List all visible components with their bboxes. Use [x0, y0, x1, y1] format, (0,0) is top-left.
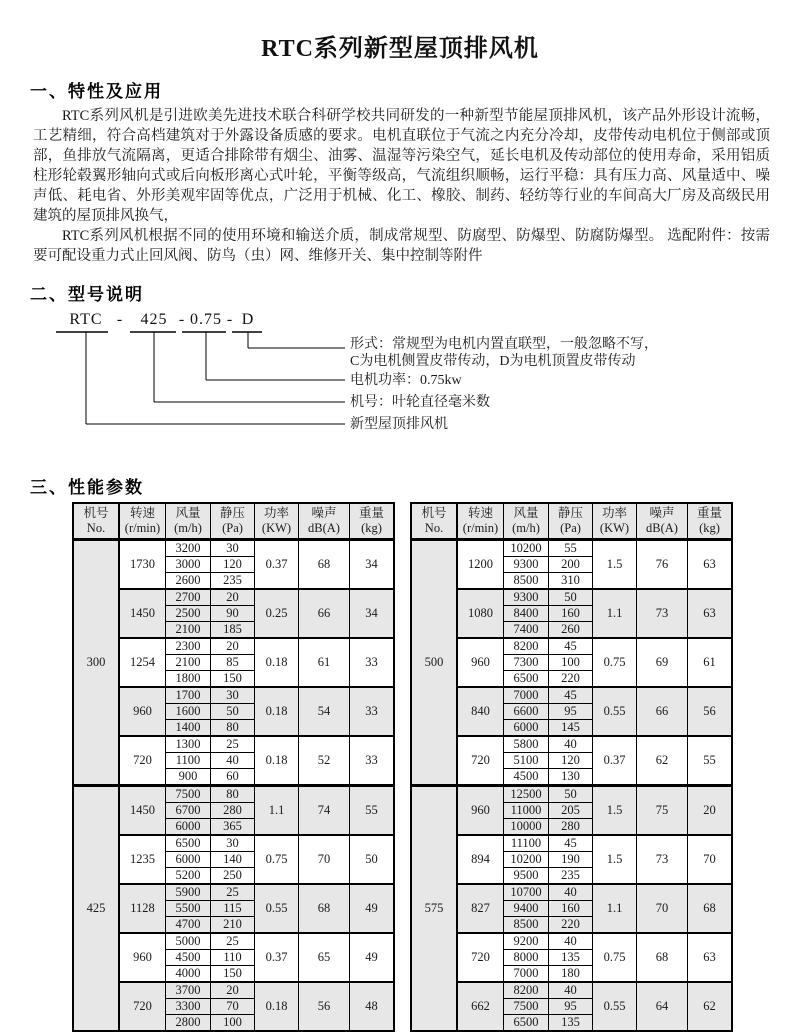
cell-noise: 68	[299, 884, 350, 933]
column-header-line1: 重量	[358, 506, 384, 520]
model-code-series: RTC	[69, 311, 103, 328]
cell-weight: 68	[688, 884, 733, 933]
cell-weight: 56	[688, 687, 733, 736]
cell-pressure: 20	[211, 982, 255, 999]
cell-flow: 8500	[504, 573, 549, 590]
features-paragraph-1: RTC系列风机是引进欧美先进技术联合科研学校共同研发的一种新型节能屋顶排风机，该产品外形设计流畅，工艺精细，符合高档建筑对于外露设备质感的要求。电机直联位于气流之内充分冷却，皮带传动电机位于侧部或顶部，鱼排放气流隔离，更适合排除带有烟尘、油雾、温湿等污染空气，延长电机及传动部位的使用寿命，采用铝质柱形轮毂翼形轴向式或后向板形离心式叶轮，平衡等级高，气流组织顺畅，运行平稳：具有压力高、风量适中、噪声低、耗电省、外形美观牢固等优点，广泛用于机械、化工、橡胶、制药、轻纺等行业的车间高大厂房及高级民用建筑的屋顶排风换气，	[33, 108, 770, 224]
column-header	[299, 503, 350, 540]
cell-noise: 64	[637, 982, 688, 1031]
cell-pressure: 365	[211, 819, 255, 836]
cell-pressure: 70	[211, 999, 255, 1015]
cell-noise: 61	[299, 638, 350, 687]
cell-flow: 4000	[166, 966, 211, 983]
model-code-size: 425	[140, 311, 168, 328]
cell-flow: 1800	[166, 671, 211, 688]
cell-power: 0.55	[593, 687, 637, 736]
table-row	[73, 736, 394, 753]
cell-flow: 9400	[504, 901, 549, 917]
cell-flow: 9200	[504, 933, 549, 950]
cell-pressure: 310	[549, 573, 593, 590]
cell-power: 0.75	[593, 933, 637, 982]
performance-table-left	[72, 502, 395, 1032]
table-row	[411, 687, 732, 704]
cell-flow: 2700	[166, 589, 211, 606]
performance-tables	[72, 502, 800, 1032]
cell-pressure: 150	[211, 966, 255, 983]
cell-noise: 76	[637, 540, 688, 590]
cell-flow: 8200	[504, 638, 549, 655]
cell-pressure: 135	[549, 1015, 593, 1032]
column-header-line2: dB(A)	[646, 521, 678, 535]
column-header-line2: (m/h)	[174, 521, 202, 535]
cell-flow: 2300	[166, 638, 211, 655]
cell-flow: 7500	[504, 999, 549, 1015]
cell-noise: 68	[299, 540, 350, 590]
column-header	[549, 503, 593, 540]
cell-flow: 3000	[166, 557, 211, 573]
table-row	[73, 982, 394, 999]
cell-flow: 5200	[166, 868, 211, 885]
cell-noise: 69	[637, 638, 688, 687]
cell-flow: 8400	[504, 606, 549, 622]
cell-pressure: 100	[211, 1015, 255, 1032]
cell-pressure: 235	[549, 868, 593, 885]
cell-flow: 5800	[504, 736, 549, 753]
cell-speed: 662	[457, 982, 504, 1031]
column-header-line1: 风量	[175, 506, 201, 520]
cell-noise: 70	[299, 835, 350, 884]
cell-flow: 7400	[504, 622, 549, 639]
cell-flow: 1400	[166, 720, 211, 737]
cell-power: 0.75	[593, 638, 637, 687]
cell-power: 0.37	[593, 736, 637, 786]
column-header	[637, 503, 688, 540]
cell-speed: 1080	[457, 589, 504, 638]
cell-flow: 5100	[504, 753, 549, 769]
table-row	[411, 786, 732, 803]
cell-pressure: 280	[211, 803, 255, 819]
column-header-line1: 机号	[83, 506, 109, 520]
cell-pressure: 40	[549, 884, 593, 901]
column-header	[166, 503, 211, 540]
model-label-series: 新型屋顶排风机	[350, 417, 448, 432]
cell-weight: 34	[350, 589, 395, 638]
cell-pressure: 20	[211, 638, 255, 655]
model-label-power: 电机功率：0.75kw	[350, 373, 462, 388]
cell-pressure: 200	[549, 557, 593, 573]
table-row	[411, 540, 732, 557]
cell-power: 1.1	[255, 786, 299, 836]
cell-flow: 900	[166, 769, 211, 786]
cell-pressure: 60	[211, 769, 255, 786]
cell-pressure: 210	[211, 917, 255, 934]
cell-pressure: 40	[549, 933, 593, 950]
cell-pressure: 40	[211, 753, 255, 769]
cell-power: 0.55	[593, 982, 637, 1031]
cell-flow: 5500	[166, 901, 211, 917]
cell-speed: 1200	[457, 540, 504, 590]
cell-noise: 73	[637, 835, 688, 884]
cell-flow: 3700	[166, 982, 211, 999]
cell-pressure: 235	[211, 573, 255, 590]
cell-flow: 10200	[504, 852, 549, 868]
cell-noise: 73	[637, 589, 688, 638]
column-header-line2: No.	[424, 521, 444, 535]
cell-pressure: 25	[211, 736, 255, 753]
cell-flow: 5900	[166, 884, 211, 901]
cell-flow: 7000	[504, 966, 549, 983]
cell-flow: 7500	[166, 786, 211, 803]
cell-flow: 7300	[504, 655, 549, 671]
cell-pressure: 50	[211, 704, 255, 720]
cell-pressure: 45	[549, 835, 593, 852]
cell-pressure: 150	[211, 671, 255, 688]
cell-flow: 1100	[166, 753, 211, 769]
column-header	[119, 503, 166, 540]
cell-fan-size: 425	[73, 786, 119, 1032]
cell-pressure: 160	[549, 901, 593, 917]
cell-speed: 960	[119, 687, 166, 736]
column-header-line1: 风量	[513, 506, 539, 520]
cell-pressure: 25	[211, 884, 255, 901]
cell-power: 0.55	[255, 884, 299, 933]
cell-noise: 66	[637, 687, 688, 736]
column-header-line1: 功率	[263, 506, 289, 520]
column-header-line2: (r/min)	[124, 521, 161, 535]
cell-weight: 63	[688, 933, 733, 982]
cell-flow: 3200	[166, 540, 211, 557]
cell-flow: 10000	[504, 819, 549, 836]
cell-power: 0.18	[255, 736, 299, 786]
model-code-dash: -	[178, 311, 186, 328]
cell-pressure: 95	[549, 704, 593, 720]
cell-noise: 74	[299, 786, 350, 836]
cell-flow: 2800	[166, 1015, 211, 1032]
cell-flow: 2500	[166, 606, 211, 622]
cell-pressure: 140	[211, 852, 255, 868]
column-header-line1: 机号	[421, 506, 447, 520]
model-label-form-line2: C为电机侧置皮带传动，D为电机顶置皮带传动	[350, 354, 636, 369]
cell-power: 0.37	[255, 540, 299, 590]
cell-weight: 34	[350, 540, 395, 590]
table-row	[73, 638, 394, 655]
table-row	[73, 540, 394, 557]
cell-flow: 11100	[504, 835, 549, 852]
cell-flow: 4500	[504, 769, 549, 786]
column-header-line2: (Pa)	[560, 521, 581, 535]
cell-pressure: 30	[211, 687, 255, 704]
cell-flow: 6600	[504, 704, 549, 720]
column-header-line2: (m/h)	[512, 521, 540, 535]
cell-pressure: 280	[549, 819, 593, 836]
cell-power: 0.75	[255, 835, 299, 884]
column-header-line2: (r/min)	[462, 521, 499, 535]
table-row	[73, 589, 394, 606]
cell-flow: 8000	[504, 950, 549, 966]
table-row	[73, 884, 394, 901]
cell-pressure: 50	[549, 589, 593, 606]
section-heading-performance: 三、性能参数	[30, 478, 144, 497]
column-header	[350, 503, 395, 540]
cell-pressure: 40	[549, 736, 593, 753]
cell-flow: 6000	[166, 852, 211, 868]
cell-pressure: 45	[549, 638, 593, 655]
cell-pressure: 160	[549, 606, 593, 622]
cell-speed: 720	[457, 933, 504, 982]
column-header-line2: No.	[86, 521, 106, 535]
model-code-diagram	[0, 309, 800, 459]
column-header-line1: 重量	[696, 506, 722, 520]
cell-pressure: 100	[549, 655, 593, 671]
cell-flow: 6000	[166, 819, 211, 836]
document-title: RTC系列新型屋顶排风机	[261, 36, 539, 62]
header-row	[411, 503, 732, 540]
cell-noise: 65	[299, 933, 350, 982]
cell-flow: 1600	[166, 704, 211, 720]
cell-pressure: 95	[549, 999, 593, 1015]
cell-power: 0.18	[255, 638, 299, 687]
cell-pressure: 110	[211, 950, 255, 966]
column-header-line1: 转速	[467, 506, 493, 520]
cell-flow: 12500	[504, 786, 549, 803]
cell-speed: 827	[457, 884, 504, 933]
cell-power: 0.25	[255, 589, 299, 638]
column-header-line1: 转速	[129, 506, 155, 520]
cell-pressure: 185	[211, 622, 255, 639]
cell-pressure: 260	[549, 622, 593, 639]
cell-noise: 75	[637, 786, 688, 836]
cell-flow: 2100	[166, 622, 211, 639]
cell-pressure: 25	[211, 933, 255, 950]
cell-pressure: 90	[211, 606, 255, 622]
cell-speed: 960	[457, 786, 504, 836]
cell-noise: 52	[299, 736, 350, 786]
cell-weight: 61	[688, 638, 733, 687]
table-row	[411, 736, 732, 753]
cell-speed: 720	[119, 736, 166, 786]
column-header-line2: dB(A)	[308, 521, 340, 535]
cell-pressure: 180	[549, 966, 593, 983]
cell-speed: 840	[457, 687, 504, 736]
cell-pressure: 45	[549, 687, 593, 704]
column-header	[211, 503, 255, 540]
cell-pressure: 55	[549, 540, 593, 557]
table-row	[411, 835, 732, 852]
cell-speed: 720	[457, 736, 504, 786]
cell-speed: 1450	[119, 786, 166, 836]
cell-fan-size: 300	[73, 540, 119, 786]
cell-pressure: 190	[549, 852, 593, 868]
column-header	[457, 503, 504, 540]
cell-pressure: 20	[211, 589, 255, 606]
cell-flow: 4500	[166, 950, 211, 966]
cell-noise: 56	[299, 982, 350, 1031]
cell-power: 1.5	[593, 835, 637, 884]
section-heading-features: 一、特性及应用	[30, 82, 163, 101]
table-row	[411, 884, 732, 901]
cell-flow: 8200	[504, 982, 549, 999]
document-page	[0, 28, 800, 1029]
features-paragraph-2: RTC系列风机根据不同的使用环境和输送介质，制成常规型、防腐型、防爆型、防腐防爆型。 选配附件：按需要可配设重力式止回风阀、防鸟（虫）网、维修开关、集中控制等附件	[33, 228, 770, 264]
cell-flow: 4700	[166, 917, 211, 934]
column-header-line1: 噪声	[649, 506, 675, 520]
cell-power: 0.37	[255, 933, 299, 982]
model-label-size: 机号：叶轮直径毫米数	[350, 395, 490, 410]
cell-speed: 960	[119, 933, 166, 982]
cell-noise: 66	[299, 589, 350, 638]
cell-pressure: 30	[211, 835, 255, 852]
cell-flow: 9300	[504, 589, 549, 606]
cell-pressure: 115	[211, 901, 255, 917]
cell-pressure: 220	[549, 917, 593, 934]
model-label-form	[350, 336, 658, 370]
section-heading-model: 二、型号说明	[30, 285, 144, 304]
cell-speed: 1128	[119, 884, 166, 933]
column-header	[593, 503, 637, 540]
cell-flow: 10700	[504, 884, 549, 901]
cell-speed: 720	[119, 982, 166, 1031]
column-header-line1: 静压	[219, 506, 245, 520]
column-header-line1: 噪声	[311, 506, 337, 520]
column-header	[411, 503, 457, 540]
cell-pressure: 80	[211, 720, 255, 737]
cell-pressure: 40	[549, 982, 593, 999]
table-row	[73, 786, 394, 803]
cell-power: 1.1	[593, 589, 637, 638]
column-header-line2: (KW)	[261, 521, 292, 535]
column-header-line2: (kg)	[361, 521, 382, 535]
cell-power: 1.5	[593, 540, 637, 590]
cell-weight: 70	[688, 835, 733, 884]
cell-fan-size: 575	[411, 786, 457, 1032]
cell-weight: 63	[688, 589, 733, 638]
cell-flow: 11000	[504, 803, 549, 819]
cell-weight: 55	[350, 786, 395, 836]
cell-flow: 2100	[166, 655, 211, 671]
cell-pressure: 120	[211, 557, 255, 573]
cell-speed: 960	[457, 638, 504, 687]
cell-noise: 70	[637, 884, 688, 933]
column-header-line1: 功率	[601, 506, 627, 520]
cell-pressure: 205	[549, 803, 593, 819]
column-header	[688, 503, 733, 540]
model-label-form-line1: 形式：常规型为电机内置直联型，一般忽略不写，	[350, 337, 658, 352]
cell-noise: 54	[299, 687, 350, 736]
column-header	[73, 503, 119, 540]
cell-flow: 1300	[166, 736, 211, 753]
table-row	[73, 835, 394, 852]
column-header	[504, 503, 549, 540]
column-header-line1: 静压	[557, 506, 583, 520]
cell-flow: 9500	[504, 868, 549, 885]
cell-weight: 33	[350, 638, 395, 687]
cell-flow: 6700	[166, 803, 211, 819]
cell-weight: 20	[688, 786, 733, 836]
cell-flow: 7000	[504, 687, 549, 704]
model-code-power: 0.75	[190, 311, 222, 328]
cell-noise: 62	[637, 736, 688, 786]
cell-pressure: 135	[549, 950, 593, 966]
cell-pressure: 80	[211, 786, 255, 803]
cell-flow: 6500	[166, 835, 211, 852]
cell-flow: 6000	[504, 720, 549, 737]
table-row	[411, 982, 732, 999]
cell-flow: 5000	[166, 933, 211, 950]
cell-speed: 1450	[119, 589, 166, 638]
cell-weight: 33	[350, 687, 395, 736]
cell-speed: 1254	[119, 638, 166, 687]
cell-power: 0.18	[255, 982, 299, 1031]
cell-weight: 55	[688, 736, 733, 786]
cell-pressure: 50	[549, 786, 593, 803]
cell-weight: 48	[350, 982, 395, 1031]
cell-flow: 10200	[504, 540, 549, 557]
table-row	[411, 638, 732, 655]
column-header-line2: (Pa)	[222, 521, 243, 535]
cell-flow: 1700	[166, 687, 211, 704]
cell-flow: 6500	[504, 1015, 549, 1032]
table-row	[411, 933, 732, 950]
cell-flow: 6500	[504, 671, 549, 688]
column-header-line2: (KW)	[599, 521, 630, 535]
column-header	[255, 503, 299, 540]
cell-noise: 68	[637, 933, 688, 982]
cell-weight: 49	[350, 933, 395, 982]
cell-flow: 3300	[166, 999, 211, 1015]
cell-pressure: 250	[211, 868, 255, 885]
cell-speed: 894	[457, 835, 504, 884]
table-row	[411, 589, 732, 606]
cell-weight: 33	[350, 736, 395, 786]
cell-pressure: 130	[549, 769, 593, 786]
cell-weight: 49	[350, 884, 395, 933]
cell-speed: 1235	[119, 835, 166, 884]
header-row	[73, 503, 394, 540]
cell-speed: 1730	[119, 540, 166, 590]
cell-flow: 8500	[504, 917, 549, 934]
cell-pressure: 120	[549, 753, 593, 769]
cell-flow: 9300	[504, 557, 549, 573]
cell-power: 1.1	[593, 884, 637, 933]
model-code-dash: -	[226, 311, 234, 328]
model-code-form: D	[241, 311, 255, 328]
cell-pressure: 220	[549, 671, 593, 688]
column-header-line2: (kg)	[699, 521, 720, 535]
cell-fan-size: 500	[411, 540, 457, 786]
table-row	[73, 933, 394, 950]
cell-power: 1.5	[593, 786, 637, 836]
cell-weight: 50	[350, 835, 395, 884]
cell-pressure: 145	[549, 720, 593, 737]
table-row	[73, 687, 394, 704]
performance-table-right	[410, 502, 733, 1032]
model-code-dash: -	[116, 311, 124, 328]
cell-flow: 2600	[166, 573, 211, 590]
cell-weight: 63	[688, 540, 733, 590]
cell-pressure: 85	[211, 655, 255, 671]
cell-weight: 62	[688, 982, 733, 1031]
cell-power: 0.18	[255, 687, 299, 736]
cell-pressure: 30	[211, 540, 255, 557]
